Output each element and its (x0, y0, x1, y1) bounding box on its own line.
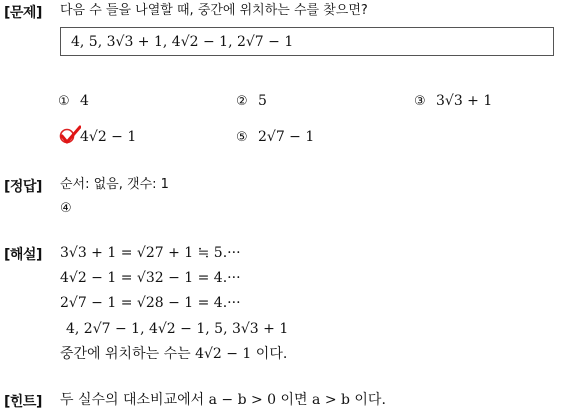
question-text: 다음 수 들을 나열할 때, 중간에 위치하는 수를 찾으면? (60, 3, 368, 18)
hint-text: 두 실수의 대소비교에서 a − b > 0 이면 a > b 이다. (60, 392, 386, 408)
option-1-number: ① (58, 94, 70, 109)
option-3-number: ③ (414, 94, 426, 109)
expression-text: 4, 5, 3√3 + 1, 4√2 − 1, 2√7 − 1 (71, 34, 294, 50)
hint-label: [힌트] (4, 394, 42, 410)
option-5-number: ⑤ (236, 130, 248, 145)
explanation-label: [해설] (4, 247, 42, 263)
option-3[interactable] (414, 92, 492, 111)
option-4[interactable] (80, 128, 136, 146)
explanation-line: 4, 2√7 − 1, 4√2 − 1, 5, 3√3 + 1 (66, 321, 289, 337)
problem-label: [문제] (4, 5, 42, 21)
option-2[interactable] (236, 92, 267, 111)
explanation-line: 4√2 − 1 = √32 − 1 = 4.··· (60, 270, 241, 286)
explanation-line: 2√7 − 1 = √28 − 1 = 4.··· (60, 295, 241, 311)
expression-box (60, 27, 554, 56)
explanation-line: 3√3 + 1 = √27 + 1 ≒ 5.··· (60, 245, 241, 261)
option-4-text: 4√2 − 1 (80, 129, 137, 145)
explanation-conclusion: 중간에 위치하는 수는 4√2 − 1 이다. (60, 346, 288, 362)
option-5[interactable] (236, 128, 314, 147)
option-1[interactable] (58, 92, 89, 111)
red-checkmark-icon (59, 125, 81, 145)
answer-order-count: 순서: 없음, 갯수: 1 (60, 177, 169, 192)
option-5-text: 2√7 − 1 (258, 129, 315, 145)
option-1-text: 4 (80, 93, 89, 109)
option-2-text: 5 (258, 93, 267, 109)
option-2-number: ② (236, 94, 248, 109)
answer-value: ④ (60, 201, 72, 216)
answer-label: [정답] (4, 179, 42, 195)
option-3-text: 3√3 + 1 (436, 93, 493, 109)
